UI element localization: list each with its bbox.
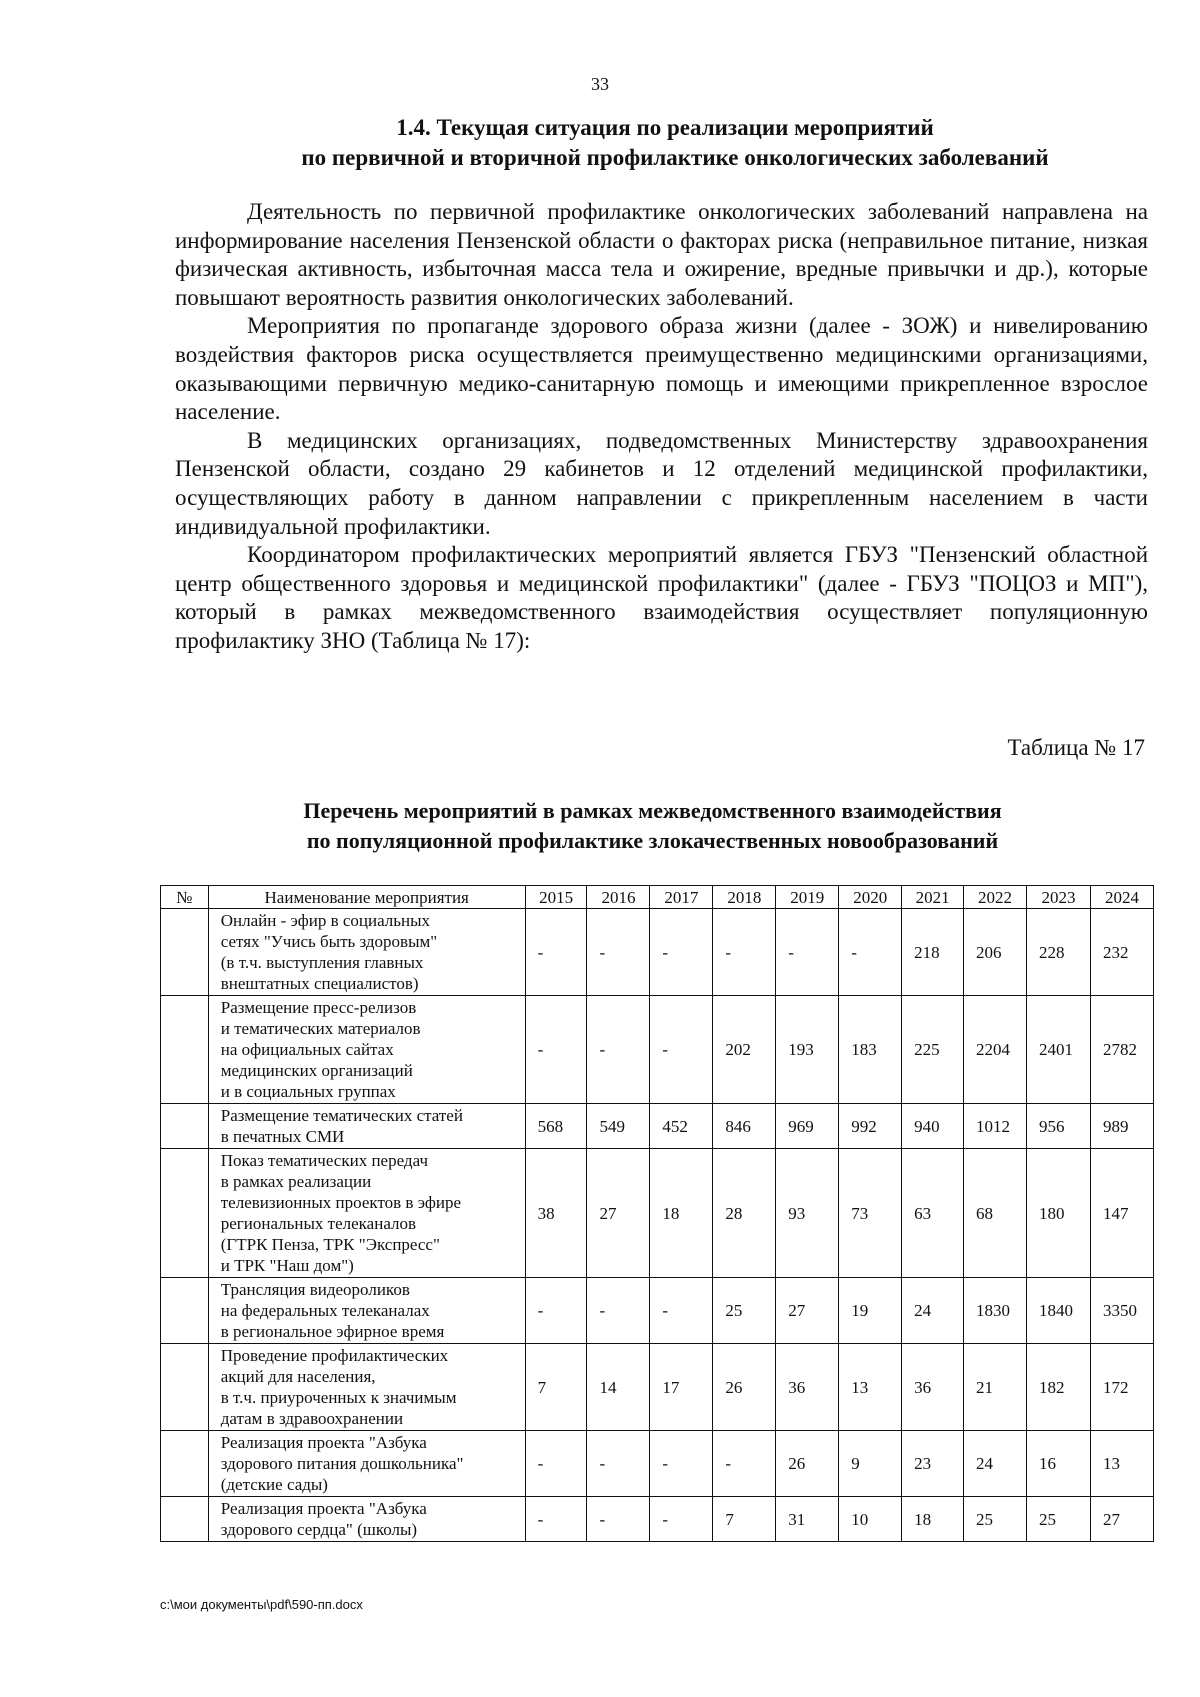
year-value-cell: 232 bbox=[1090, 909, 1153, 996]
table-row bbox=[161, 1149, 1154, 1278]
year-value-cell: 182 bbox=[1026, 1344, 1090, 1431]
year-value-cell: 989 bbox=[1090, 1104, 1153, 1149]
year-value-cell: - bbox=[650, 1497, 713, 1542]
year-value-cell: 225 bbox=[902, 996, 964, 1104]
year-value-cell: - bbox=[650, 1278, 713, 1344]
paragraph: Мероприятия по пропаганде здорового образа жизни (далее - ЗОЖ) и нивелированию воздействия факторов риска осуществляется преимущественно медицинскими организациями, оказывающими первичную медико-санитарную помощь и имеющими прикрепленное взрослое население. bbox=[175, 313, 1148, 425]
year-value-cell: 18 bbox=[650, 1149, 713, 1278]
table-label: Таблица № 17 bbox=[1007, 735, 1145, 760]
measure-name-line: Проведение профилактических bbox=[220, 1346, 449, 1365]
table-row bbox=[161, 996, 1154, 1104]
year-value-cell: 68 bbox=[964, 1149, 1027, 1278]
column-header-year: 2016 bbox=[587, 886, 650, 909]
year-value-cell: 36 bbox=[902, 1344, 964, 1431]
year-value-cell: - bbox=[650, 909, 713, 996]
year-value-cell: 31 bbox=[776, 1497, 839, 1542]
year-value-cell: 24 bbox=[902, 1278, 964, 1344]
measure-name-line: и тематических материалов bbox=[220, 1019, 421, 1038]
measure-name-line: в региональное эфирное время bbox=[220, 1322, 445, 1341]
year-value-cell: - bbox=[839, 909, 902, 996]
year-value-cell: 9 bbox=[839, 1431, 902, 1497]
year-value-cell: 21 bbox=[964, 1344, 1027, 1431]
table-row bbox=[161, 1431, 1154, 1497]
year-value-cell: 172 bbox=[1090, 1344, 1153, 1431]
year-value-cell: 73 bbox=[839, 1149, 902, 1278]
measure-name-line: и в социальных группах bbox=[220, 1082, 396, 1101]
section-heading bbox=[170, 113, 1160, 173]
column-header-year: 2019 bbox=[776, 886, 839, 909]
row-number-cell bbox=[161, 1149, 209, 1278]
column-header-year: 2018 bbox=[713, 886, 776, 909]
year-value-cell: - bbox=[525, 1431, 587, 1497]
measure-name-line: внештатных специалистов) bbox=[220, 974, 419, 993]
paragraph: Деятельность по первичной профилактике онкологических заболеваний направлена на информирование населения Пензенской области о факторах риска (неправильное питание, низкая физическая активность, избыточная масса тела и ожирение, вредные привычки и др.), которые повышают вероятность развития онкологических заболеваний. bbox=[175, 199, 1148, 310]
year-value-cell: - bbox=[525, 1278, 587, 1344]
year-value-cell: - bbox=[525, 996, 587, 1104]
column-header-year: 2022 bbox=[964, 886, 1027, 909]
year-value-cell: 26 bbox=[713, 1344, 776, 1431]
table-row bbox=[161, 909, 1154, 996]
year-value-cell: 27 bbox=[1090, 1497, 1153, 1542]
year-value-cell: - bbox=[587, 996, 650, 1104]
row-number-cell bbox=[161, 1344, 209, 1431]
year-value-cell: 2204 bbox=[964, 996, 1027, 1104]
year-value-cell: 17 bbox=[650, 1344, 713, 1431]
page-number: 33 bbox=[591, 74, 609, 94]
year-value-cell: 202 bbox=[713, 996, 776, 1104]
year-value-cell: 846 bbox=[713, 1104, 776, 1149]
measure-name-line: региональных телеканалов bbox=[220, 1214, 417, 1233]
year-value-cell: 1840 bbox=[1026, 1278, 1090, 1344]
measure-name-line: (в т.ч. выступления главных bbox=[220, 953, 424, 972]
year-value-cell: 206 bbox=[964, 909, 1027, 996]
row-number-cell bbox=[161, 1278, 209, 1344]
row-number-cell bbox=[161, 1497, 209, 1542]
year-value-cell: - bbox=[650, 1431, 713, 1497]
section-heading-line-2: по первичной и вторичной профилактике онкологических заболеваний bbox=[301, 145, 1049, 170]
year-value-cell: - bbox=[525, 1497, 587, 1542]
year-value-cell: 27 bbox=[587, 1149, 650, 1278]
year-value-cell: 1012 bbox=[964, 1104, 1027, 1149]
column-header-year: 2015 bbox=[525, 886, 587, 909]
year-value-cell: - bbox=[587, 1278, 650, 1344]
year-value-cell: - bbox=[587, 1431, 650, 1497]
table-row bbox=[161, 1278, 1154, 1344]
year-value-cell: 228 bbox=[1026, 909, 1090, 996]
measure-name-line: Размещение пресс-релизов bbox=[220, 998, 417, 1017]
measure-name-line: в рамках реализации bbox=[220, 1172, 372, 1191]
year-value-cell: - bbox=[650, 996, 713, 1104]
measure-name-cell bbox=[208, 909, 525, 996]
year-value-cell: 63 bbox=[902, 1149, 964, 1278]
measure-name-cell bbox=[208, 1431, 525, 1497]
year-value-cell: 992 bbox=[839, 1104, 902, 1149]
year-value-cell: 940 bbox=[902, 1104, 964, 1149]
year-value-cell: 26 bbox=[776, 1431, 839, 1497]
measure-name-line: датам в здравоохранении bbox=[220, 1409, 404, 1428]
year-value-cell: 13 bbox=[1090, 1431, 1153, 1497]
measure-name-cell bbox=[208, 1344, 525, 1431]
year-value-cell: - bbox=[587, 909, 650, 996]
measure-name-cell bbox=[208, 1497, 525, 1542]
year-value-cell: 93 bbox=[776, 1149, 839, 1278]
measure-name-cell bbox=[208, 1149, 525, 1278]
year-value-cell: - bbox=[776, 909, 839, 996]
row-number-cell bbox=[161, 1431, 209, 1497]
measure-name-cell bbox=[208, 996, 525, 1104]
year-value-cell: 193 bbox=[776, 996, 839, 1104]
measure-name-line: в печатных СМИ bbox=[220, 1127, 345, 1146]
table-row bbox=[161, 1497, 1154, 1542]
measure-name-line: Показ тематических передач bbox=[220, 1151, 428, 1170]
table-header-row bbox=[161, 886, 1154, 909]
table-title-line-2: по популяционной профилактике злокачественных новообразований bbox=[306, 828, 999, 853]
year-value-cell: - bbox=[713, 909, 776, 996]
year-value-cell: 568 bbox=[525, 1104, 587, 1149]
column-header-year: 2021 bbox=[902, 886, 964, 909]
year-value-cell: 25 bbox=[1026, 1497, 1090, 1542]
year-value-cell: 549 bbox=[587, 1104, 650, 1149]
measure-name-cell bbox=[208, 1278, 525, 1344]
year-value-cell: 27 bbox=[776, 1278, 839, 1344]
year-value-cell: 180 bbox=[1026, 1149, 1090, 1278]
year-value-cell: - bbox=[587, 1497, 650, 1542]
year-value-cell: 147 bbox=[1090, 1149, 1153, 1278]
measure-name-line: на федеральных телеканалах bbox=[220, 1301, 430, 1320]
year-value-cell: 969 bbox=[776, 1104, 839, 1149]
year-value-cell: 24 bbox=[964, 1431, 1027, 1497]
file-path-footer: c:\мои документы\pdf\590-пп.docx bbox=[160, 1597, 363, 1612]
measure-name-line: и ТРК "Наш дом") bbox=[220, 1256, 354, 1275]
measure-name-line: на официальных сайтах bbox=[220, 1040, 394, 1059]
paragraph: Координатором профилактических мероприятий является ГБУЗ "Пензенский областной центр общественного здоровья и медицинской профилактики" (далее - ГБУЗ "ПОЦОЗ и МП"), который в рамках межведомственного взаимодействия осуществляет популяционную профилактику ЗНО (Таблица № 17): bbox=[175, 542, 1148, 653]
measure-name-cell bbox=[208, 1104, 525, 1149]
year-value-cell: 2401 bbox=[1026, 996, 1090, 1104]
year-value-cell: 7 bbox=[713, 1497, 776, 1542]
row-number-cell bbox=[161, 1104, 209, 1149]
measure-name-line: Онлайн - эфир в социальных bbox=[220, 911, 431, 930]
year-value-cell: 28 bbox=[713, 1149, 776, 1278]
measure-name-line: (ГТРК Пенза, ТРК "Экспресс" bbox=[220, 1235, 440, 1254]
year-value-cell: 2782 bbox=[1090, 996, 1153, 1104]
measure-name-line: Трансляция видеороликов bbox=[220, 1280, 410, 1299]
year-value-cell: 36 bbox=[776, 1344, 839, 1431]
column-header-year: 2020 bbox=[839, 886, 902, 909]
year-value-cell: 19 bbox=[839, 1278, 902, 1344]
paragraph: В медицинских организациях, подведомственных Министерству здравоохранения Пензенской области, создано 29 кабинетов и 12 отделений медицинской профилактики, осуществляющих работу в данном направлении с прикрепленным населением в части индивидуальной профилактики. bbox=[175, 427, 1148, 539]
column-header-number: № bbox=[161, 886, 209, 909]
measure-name-line: акций для населения, bbox=[220, 1367, 376, 1386]
year-value-cell: 10 bbox=[839, 1497, 902, 1542]
column-header-year: 2017 bbox=[650, 886, 713, 909]
measure-name-line: здорового сердца" (школы) bbox=[220, 1520, 418, 1539]
measure-name-line: здорового питания дошкольника" bbox=[220, 1454, 464, 1473]
measure-name-line: сетях "Учись быть здоровым" bbox=[220, 932, 438, 951]
year-value-cell: 23 bbox=[902, 1431, 964, 1497]
measure-name-line: Реализация проекта "Азбука bbox=[220, 1433, 427, 1452]
year-value-cell: 25 bbox=[964, 1497, 1027, 1542]
measures-table bbox=[160, 885, 1154, 1542]
column-header-year: 2023 bbox=[1026, 886, 1090, 909]
measure-name-line: Реализация проекта "Азбука bbox=[220, 1499, 427, 1518]
year-value-cell: 1830 bbox=[964, 1278, 1027, 1344]
measure-name-line: Размещение тематических статей bbox=[220, 1106, 463, 1125]
table-title-line-1: Перечень мероприятий в рамках межведомственного взаимодействия bbox=[303, 798, 1002, 823]
year-value-cell: 7 bbox=[525, 1344, 587, 1431]
column-header-year: 2024 bbox=[1090, 886, 1153, 909]
year-value-cell: 18 bbox=[902, 1497, 964, 1542]
year-value-cell: 183 bbox=[839, 996, 902, 1104]
year-value-cell: 13 bbox=[839, 1344, 902, 1431]
table-title bbox=[170, 796, 1135, 856]
measure-name-line: (детские сады) bbox=[220, 1475, 328, 1494]
column-header-name: Наименование мероприятия bbox=[208, 886, 525, 909]
year-value-cell: 3350 bbox=[1090, 1278, 1153, 1344]
year-value-cell: - bbox=[525, 909, 587, 996]
section-heading-line-1: 1.4. Текущая ситуация по реализации мероприятий bbox=[396, 115, 934, 140]
year-value-cell: 16 bbox=[1026, 1431, 1090, 1497]
year-value-cell: 25 bbox=[713, 1278, 776, 1344]
body-text bbox=[175, 198, 1148, 656]
year-value-cell: 956 bbox=[1026, 1104, 1090, 1149]
row-number-cell bbox=[161, 996, 209, 1104]
year-value-cell: 218 bbox=[902, 909, 964, 996]
year-value-cell: - bbox=[713, 1431, 776, 1497]
table-row bbox=[161, 1104, 1154, 1149]
year-value-cell: 38 bbox=[525, 1149, 587, 1278]
row-number-cell bbox=[161, 909, 209, 996]
year-value-cell: 14 bbox=[587, 1344, 650, 1431]
measure-name-line: в т.ч. приуроченных к значимым bbox=[220, 1388, 457, 1407]
measure-name-line: медицинских организаций bbox=[220, 1061, 413, 1080]
year-value-cell: 452 bbox=[650, 1104, 713, 1149]
measure-name-line: телевизионных проектов в эфире bbox=[220, 1193, 462, 1212]
table-row bbox=[161, 1344, 1154, 1431]
